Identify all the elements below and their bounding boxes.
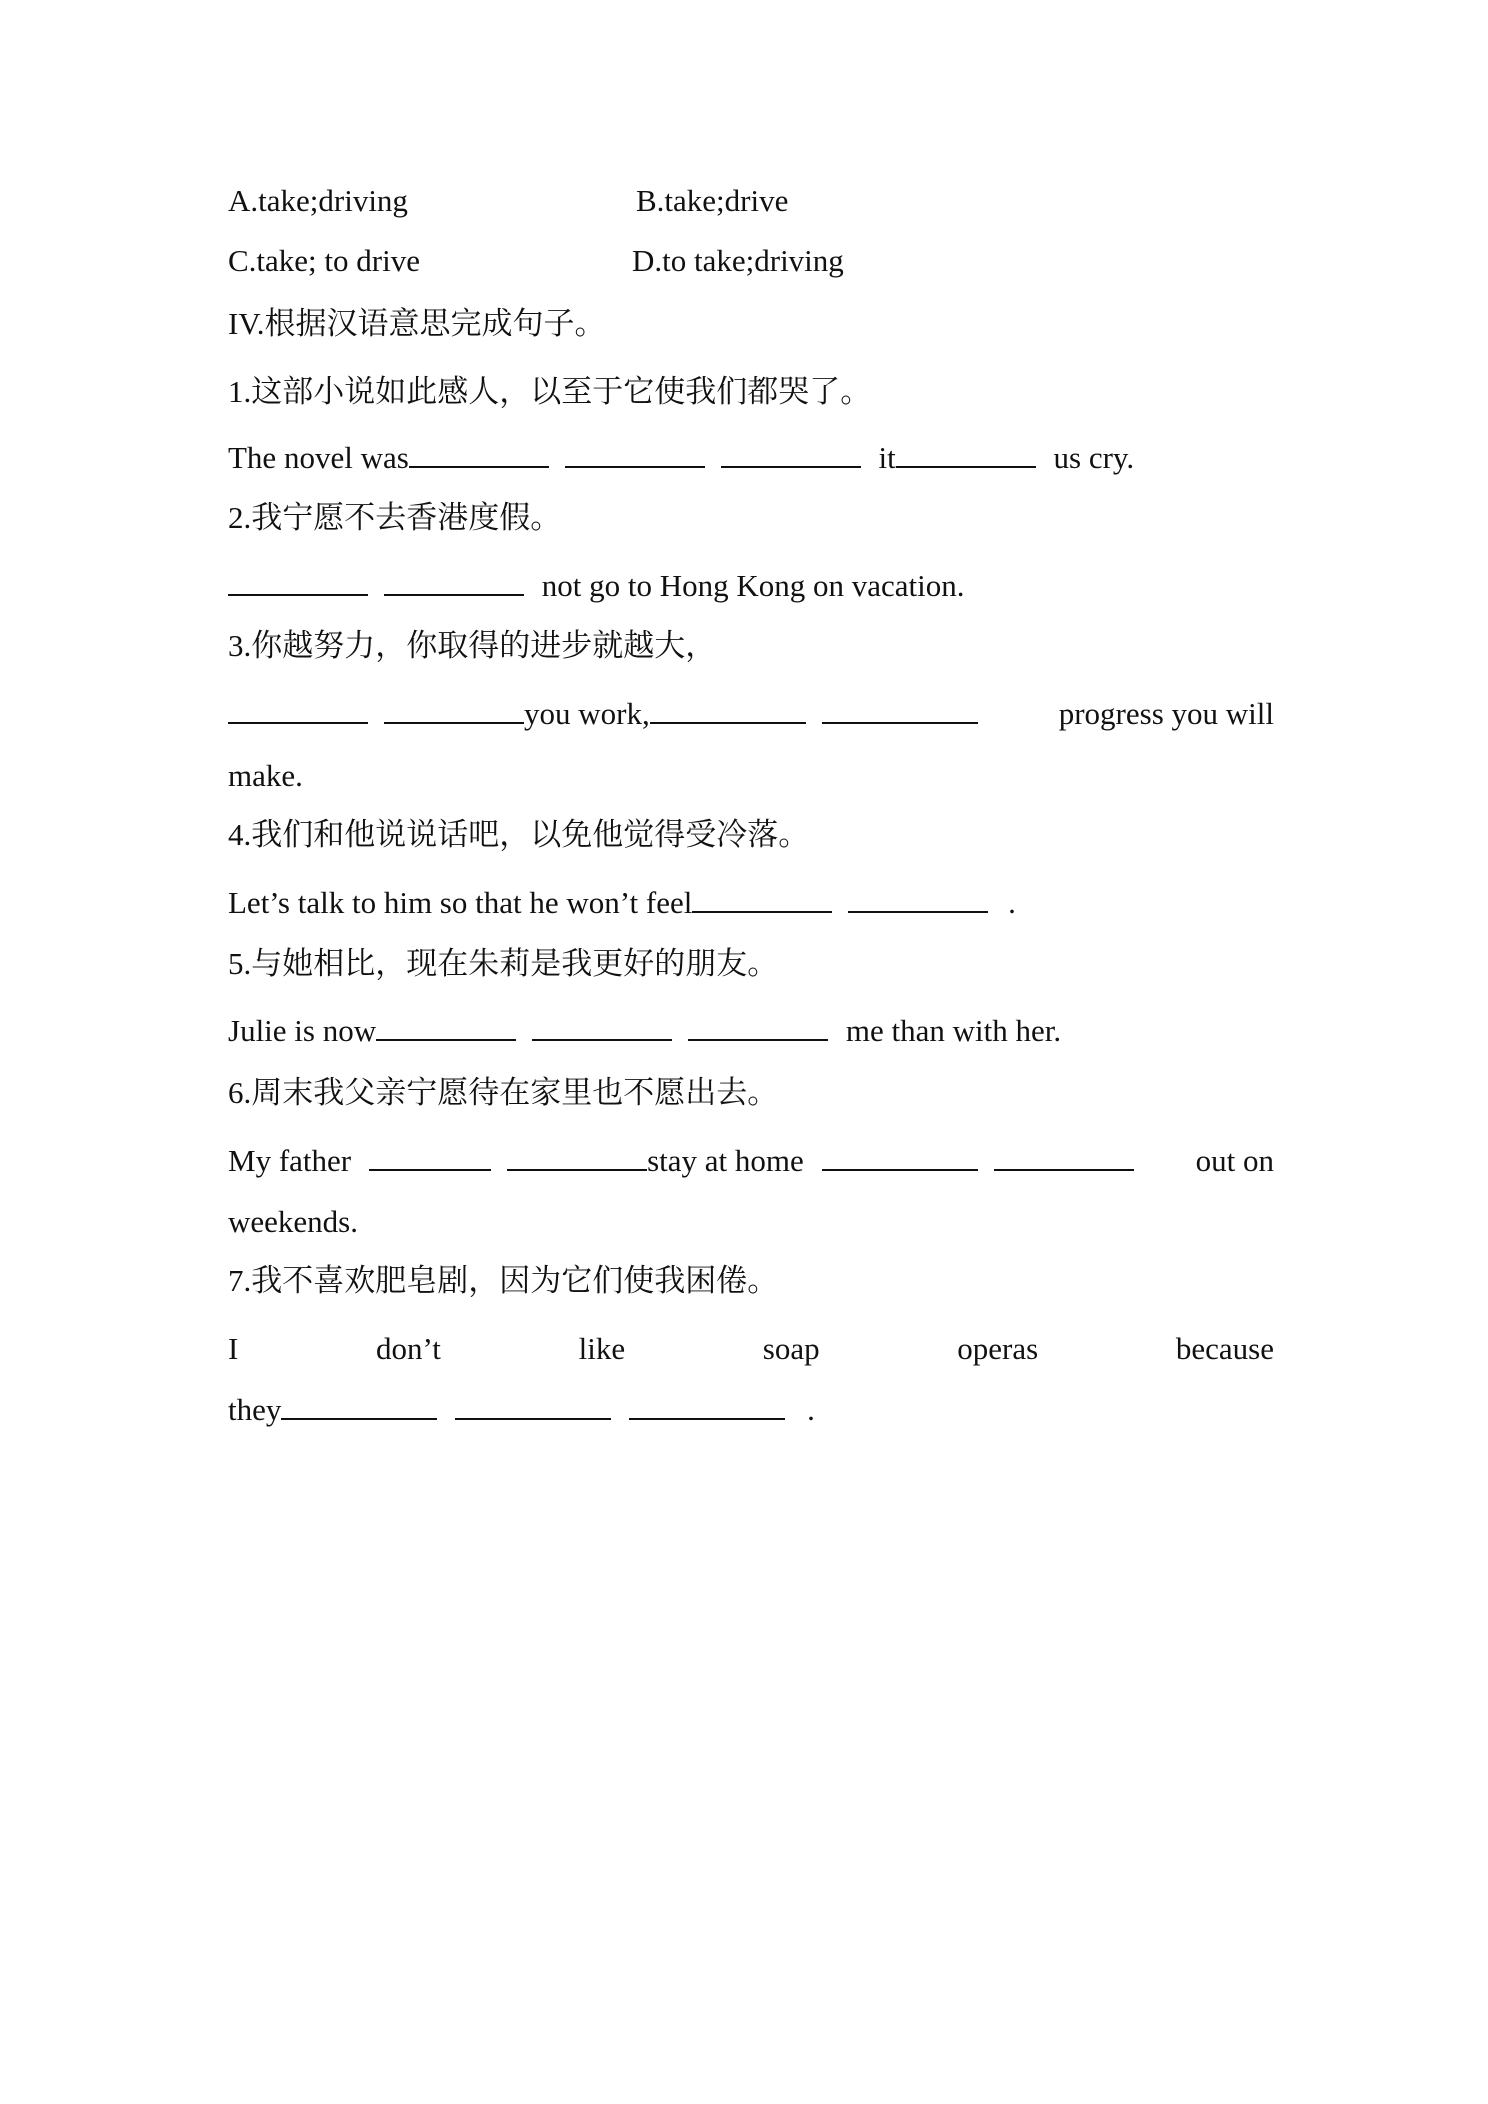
question-5-chinese: 5.与她相比，现在朱莉是我更好的朋友。 bbox=[228, 946, 779, 981]
question-6-sentence bbox=[228, 1141, 1274, 1181]
question-3-sentence bbox=[228, 694, 1274, 734]
question-7-chinese: 7.我不喜欢肥皂剧，因为它们使我困倦。 bbox=[228, 1263, 779, 1298]
section-title: IV.根据汉语意思完成句子。 bbox=[228, 306, 606, 341]
answer-blank[interactable] bbox=[896, 438, 1036, 468]
answer-blank[interactable] bbox=[532, 1011, 672, 1041]
question-6-continuation: weekends. bbox=[228, 1204, 358, 1239]
question-6-chinese: 6.周末我父亲宁愿待在家里也不愿出去。 bbox=[228, 1075, 779, 1110]
sentence-text: Julie is now bbox=[228, 1013, 377, 1048]
sentence-text: they bbox=[228, 1392, 282, 1427]
answer-blank[interactable] bbox=[565, 438, 705, 468]
sentence-text: The novel was bbox=[228, 440, 409, 475]
question-5-sentence bbox=[228, 1011, 1061, 1051]
answer-blank[interactable] bbox=[409, 438, 549, 468]
option-c: C.take; to drive bbox=[228, 243, 420, 278]
answer-blank[interactable] bbox=[281, 1390, 437, 1420]
answer-blank[interactable] bbox=[228, 694, 368, 724]
sentence-text: . bbox=[1008, 885, 1016, 920]
answer-blank[interactable] bbox=[692, 883, 832, 913]
answer-blank[interactable] bbox=[228, 566, 368, 596]
question-7-sentence bbox=[228, 1329, 1274, 1369]
answer-blank[interactable] bbox=[376, 1011, 516, 1041]
sentence-text: it bbox=[878, 440, 896, 475]
word: like bbox=[578, 1331, 626, 1366]
answer-blank[interactable] bbox=[650, 694, 806, 724]
answer-blank[interactable] bbox=[848, 883, 988, 913]
answer-blank[interactable] bbox=[994, 1141, 1134, 1171]
answer-blank[interactable] bbox=[369, 1141, 491, 1171]
answer-blank[interactable] bbox=[688, 1011, 828, 1041]
question-3-chinese: 3.你越努力，你取得的进步就越大， bbox=[228, 628, 717, 663]
word: don’t bbox=[376, 1331, 441, 1366]
question-2-sentence bbox=[228, 566, 965, 606]
sentence-text: stay at home bbox=[647, 1143, 804, 1178]
question-7-continuation bbox=[228, 1390, 815, 1430]
question-4-chinese: 4.我们和他说说话吧，以免他觉得受冷落。 bbox=[228, 817, 810, 852]
option-d: D.to take;driving bbox=[632, 243, 844, 278]
question-1-sentence bbox=[228, 438, 1134, 478]
answer-blank[interactable] bbox=[822, 694, 978, 724]
word: because bbox=[1175, 1331, 1274, 1366]
question-1-chinese: 1.这部小说如此感人，以至于它使我们都哭了。 bbox=[228, 374, 872, 409]
question-2-chinese: 2.我宁愿不去香港度假。 bbox=[228, 500, 562, 535]
answer-blank[interactable] bbox=[629, 1390, 785, 1420]
question-4-sentence bbox=[228, 883, 1016, 923]
sentence-text: My father bbox=[228, 1143, 352, 1178]
answer-blank[interactable] bbox=[455, 1390, 611, 1420]
option-b: B.take;drive bbox=[636, 183, 789, 218]
question-3-continuation: make. bbox=[228, 758, 303, 793]
sentence-text: not go to Hong Kong on vacation. bbox=[541, 568, 965, 603]
sentence-text: you work, bbox=[524, 696, 650, 731]
sentence-text: out on bbox=[1195, 1143, 1274, 1178]
answer-blank[interactable] bbox=[822, 1141, 978, 1171]
word: soap bbox=[762, 1331, 820, 1366]
answer-blank[interactable] bbox=[507, 1141, 647, 1171]
answer-blank[interactable] bbox=[384, 566, 524, 596]
answer-blank[interactable] bbox=[721, 438, 861, 468]
sentence-text: me than with her. bbox=[845, 1013, 1062, 1048]
answer-blank[interactable] bbox=[384, 694, 524, 724]
word: operas bbox=[957, 1331, 1039, 1366]
option-a: A.take;driving bbox=[228, 183, 408, 218]
sentence-text: Let’s talk to him so that he won’t feel bbox=[228, 885, 693, 920]
sentence-text: progress you will bbox=[1058, 696, 1274, 731]
sentence-text: us cry. bbox=[1053, 440, 1135, 475]
sentence-text: . bbox=[807, 1392, 815, 1427]
word: I bbox=[228, 1331, 239, 1366]
